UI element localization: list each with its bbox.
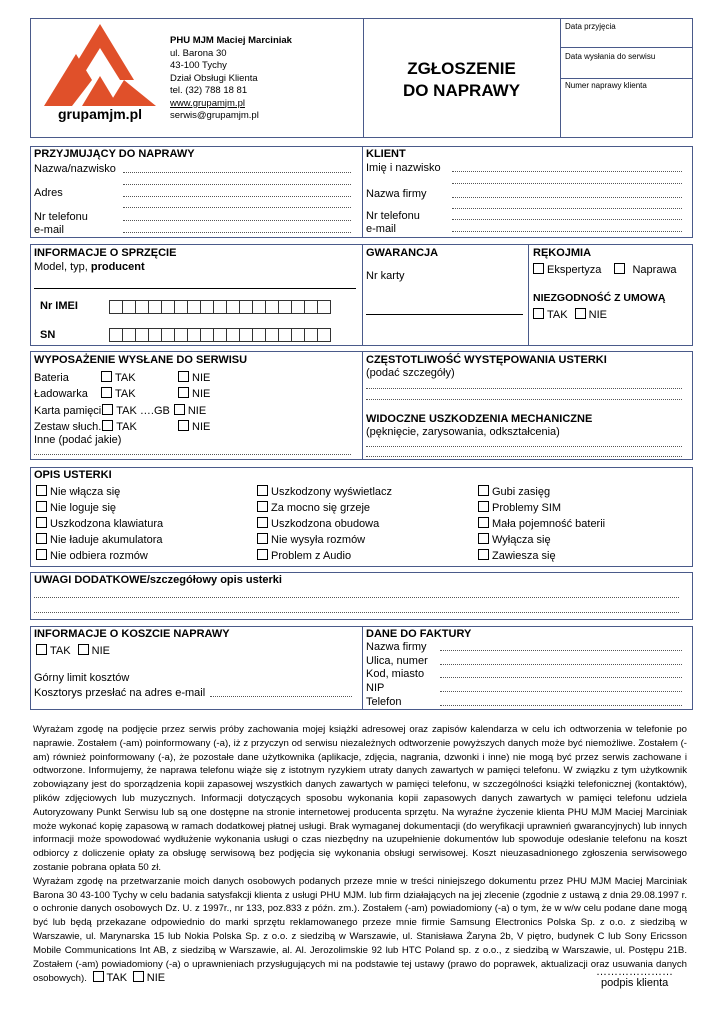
accepting-name-field-2[interactable]: [123, 184, 351, 185]
memory-card-yes-checkbox[interactable]: [102, 404, 113, 415]
accepting-phone-field[interactable]: [123, 220, 351, 221]
fault-checkbox[interactable]: [257, 533, 268, 544]
memory-card-yes-label: TAK ….GB: [116, 405, 170, 417]
invoice-phone-field[interactable]: [440, 705, 682, 706]
fault-checkbox[interactable]: [36, 517, 47, 528]
fault-checkbox[interactable]: [257, 517, 268, 528]
accepting-address-field-2[interactable]: [123, 207, 351, 208]
equipment-item: [34, 372, 69, 384]
company-info: [170, 35, 292, 123]
fault-option: [257, 485, 392, 498]
company-street: ul. Barona 30: [170, 47, 227, 59]
headset-yes-label: TAK: [116, 421, 137, 433]
form-title-line2: DO NAPRAWY: [402, 81, 521, 100]
invoice-company-field[interactable]: [440, 650, 682, 651]
cost-limit-label: Górny limit kosztów: [34, 672, 130, 684]
form-title: [363, 58, 560, 102]
faults-header: OPIS USTERKI: [34, 469, 112, 481]
logo-text: grupamjm.pl: [58, 106, 143, 122]
charger-no-label: NIE: [192, 388, 211, 400]
device-model-prefix: Model, typ,: [34, 261, 91, 273]
fault-option: [257, 549, 351, 562]
notes-field[interactable]: [34, 597, 679, 598]
fault-checkbox[interactable]: [478, 485, 489, 496]
accepting-phone-label: Nr telefonu: [34, 211, 88, 223]
cost-yes-label: TAK: [50, 645, 71, 657]
date-sent-label: Data wysłania do serwisu: [565, 52, 656, 61]
fault-option: [257, 517, 379, 530]
battery-no: [178, 371, 210, 384]
client-name-label: Imię i nazwisko: [366, 162, 441, 174]
nonconformity-header: NIEZGODNOŚĆ Z UMOWĄ: [533, 292, 666, 304]
fault-label: Uszkodzony wyświetlacz: [271, 486, 393, 498]
repair-checkbox[interactable]: [614, 263, 625, 274]
fault-checkbox[interactable]: [36, 501, 47, 512]
headset-yes-checkbox[interactable]: [102, 420, 113, 431]
consent-text: [33, 723, 687, 986]
fault-label: Uszkodzona klawiatura: [50, 518, 164, 530]
battery-yes: [101, 371, 136, 384]
repair-number-label: Numer naprawy klienta: [565, 81, 647, 90]
battery-yes-checkbox[interactable]: [101, 371, 112, 382]
client-phone-field[interactable]: [452, 219, 682, 220]
fault-checkbox[interactable]: [257, 485, 268, 496]
fault-label: Mała pojemność baterii: [492, 518, 606, 530]
date-received-label: Data przyjęcia: [565, 22, 616, 31]
battery-no-label: NIE: [192, 372, 211, 384]
frequency-field-2[interactable]: [366, 399, 682, 400]
consent-yes-label: TAK: [106, 972, 128, 985]
equipment-other-field[interactable]: [34, 454, 351, 455]
cost-divider: [362, 626, 363, 710]
nonconformity-yes-label: TAK: [547, 309, 568, 321]
cost-options: [36, 644, 110, 657]
fault-label: Nie loguje się: [50, 502, 117, 514]
fault-option: [36, 485, 120, 498]
equipment-divider: [362, 351, 363, 460]
expertise-checkbox[interactable]: [533, 263, 544, 274]
equipment-item: [34, 404, 206, 417]
client-name-field-2[interactable]: [452, 183, 682, 184]
fault-option: [257, 533, 365, 546]
rekojmia-options: [533, 263, 677, 276]
fault-option: [36, 501, 116, 514]
imei-boxes[interactable]: [109, 300, 330, 314]
warranty-divider: [528, 244, 529, 346]
headset-no-checkbox[interactable]: [178, 420, 189, 431]
fault-checkbox[interactable]: [36, 533, 47, 544]
charger-yes: [101, 387, 136, 400]
battery-yes-label: TAK: [115, 372, 136, 384]
fault-checkbox[interactable]: [478, 501, 489, 512]
nonconformity-yes-checkbox[interactable]: [533, 308, 544, 319]
fault-checkbox[interactable]: [257, 549, 268, 560]
client-company-field-2[interactable]: [452, 208, 682, 209]
consent-paragraph-1: Wyrażam zgodę na podjęcie przez serwis próby zachowania mojej książki adresowej oraz zapisów kalendarza w celu ich odtworzenia w telefonie po naprawie. Zostałem (-am) poinformowany (-a), iż z przyczyn od serwisu niezależnych odtworzenie powyższych danych może być niemożliwe. Zostałem (-am) również poinformowany (-a), że pozostałe dane użytkownika (aplikacje, zdjęcia, nagrania, dzwonki i inne) nie mogą być przez serwis zachowane i odtworzone. Informujemy, że naprawa telefonu wiąże się z istotnym ryzykiem utraty danych zawartych w pamięci telefonu. W związku z tym użytkownik zobowiązany jest do sporządzenia kopii zapasowej wszystkich danych zawartych w pamięci telefonu, w szczególności książki telefonicznej (kontaktów), plików zdjęciowych lub muzycznych. Informacji dotyczących sposobu wykonania kopii zapasowych danych zawartych w pamięci telefonu udziela Autoryzowany Punkt Serwisu lub są one dostępne na stronie internetowej producenta sprzętu. Na wyraźne życzenie klienta PHU MJM Maciej Marciniak może wykonać kopię zapasową w ramach dodatkowej płatnej usługi. Brak wymaganej dokumentacji (do weryfikacji uprawnień gwarancyjnych) lub innych informacji może spowodować wydłużenie wykonania usługi o czas niezbędny na uzupełnienie dokumentów lub spowoduje odesłanie telefonu na koszt odbiorcy z doliczenie opłaty za obsługę serwisową bez podjęcia się wykonania obsługi serwisowej. Koszt nieuzasadnionego zgłoszenia serwisowego zostanie pobrana opłata 50 zł.: [33, 724, 687, 873]
memory-card-no-label: NIE: [187, 405, 207, 417]
fault-option: [478, 533, 551, 546]
fault-checkbox[interactable]: [36, 549, 47, 560]
invoice-nip-label: NIP: [366, 682, 385, 694]
equipment-item: [34, 388, 88, 400]
consent-no-checkbox[interactable]: [133, 971, 144, 982]
frequency-hint: (podać szczegóły): [366, 367, 455, 379]
consent-paragraph-2-text: Wyrażam zgodę na przetwarzanie moich danych osobowych podanych przeze mnie w treści niniejszego dokumentu przez PHU MJM Maciej Marciniak Barona 30 43-100 Tychy w celu badania satysfakcji klienta z usługi PHU MJM. lub firm działających na jej zlecenie (zgodnie z ustawą z dnia 29.08.1997 r. o ochronie danych osobowych Dz. U. z 1997r., nr 133, poz.833 z późn. zm.). Zostałem (-am) powiadomiony (-a) o tym, że w w/w celu podane dane mogą być lub będą przekazane odpowiednio do marki sprzętu reklamowanego przeze mnie firmie Samsung Electronics Polska Sp. z o.o. z siedzibą w Warszawie, ul. Marynarska 15 lub Nokia Polska Sp. z o.o. z siedzibą w Warszawie, ul. Stanisława Żaryna 2b, V piętro, budynek C lub Sony Ericsson Mobile Communications Int AB, z siedzibą w Warszawie, al. Al. Jerozolimskie 92 lub HTC Poland sp. z o.o., z siedzibą w Warszawie, ul. Postępu 21B. Zostałem (-am) powiadomiony (-a) o uprawnieniach przysługujących mi na podstawie tej ustawy (prawo do poprawek, aktualizacji oraz usuwania danych osobowych).: [33, 875, 687, 985]
cost-header: INFORMACJE O KOSZCIE NAPRAWY: [34, 628, 230, 640]
device-model-field[interactable]: [34, 288, 356, 289]
battery-no-checkbox[interactable]: [178, 371, 189, 382]
form-title-line1: ZGŁOSZENIE: [407, 59, 516, 78]
meta-divider-1: [560, 47, 693, 48]
company-web-link[interactable]: www.grupamjm.pl: [170, 97, 245, 109]
charger-no-checkbox[interactable]: [178, 387, 189, 398]
cost-no-checkbox[interactable]: [78, 644, 89, 655]
cost-yes-checkbox[interactable]: [36, 644, 47, 655]
headset-label: Zestaw słuch.: [34, 421, 102, 433]
rekojmia-header: RĘKOJMIA: [533, 247, 592, 259]
memory-card-label: Karta pamięci: [34, 405, 102, 417]
fault-label: Gubi zasięg: [492, 486, 551, 498]
fault-option: [478, 517, 605, 530]
accepting-name-label: Nazwa/nazwisko: [34, 163, 116, 175]
sn-label: SN: [40, 329, 56, 341]
charger-no: [178, 387, 210, 400]
company-logo-icon: [44, 20, 156, 108]
charger-label: Ładowarka: [34, 388, 88, 400]
fault-checkbox[interactable]: [478, 517, 489, 528]
signature-label: podpis klienta: [601, 977, 669, 989]
client-phone-label: Nr telefonu: [366, 210, 420, 222]
equipment-item: [34, 420, 137, 433]
headset-no-label: NIE: [192, 421, 211, 433]
fault-label: Nie wysyła rozmów: [271, 534, 366, 546]
damage-hint: (pęknięcie, zarysowania, odkształcenia): [366, 426, 560, 438]
meta-divider-2: [560, 78, 693, 79]
cost-send-label: Kosztorys przesłać na adres e-mail: [34, 687, 206, 699]
fault-label: Zawiesza się: [492, 550, 556, 562]
frequency-header: CZĘSTOTLIWOŚĆ WYSTĘPOWANIA USTERKI: [366, 354, 607, 366]
accepting-address-field[interactable]: [123, 196, 351, 197]
company-email: serwis@grupamjm.pl: [170, 110, 259, 121]
consent-no-label: NIE: [146, 972, 166, 985]
fault-label: Nie włącza się: [50, 486, 121, 498]
headset-no: [178, 420, 210, 433]
fault-checkbox[interactable]: [36, 485, 47, 496]
company-dept: Dział Obsługi Klienta: [170, 72, 258, 84]
fault-option: [478, 501, 561, 514]
invoice-phone-label: Telefon: [366, 696, 402, 708]
fault-label: Wyłącza się: [492, 534, 551, 546]
fault-label: Uszkodzona obudowa: [271, 518, 380, 530]
fault-option: [36, 517, 163, 530]
invoice-header: DANE DO FAKTURY: [366, 628, 472, 640]
warranty-header: GWARANCJA: [366, 247, 439, 259]
warranty-card-field[interactable]: [366, 314, 523, 315]
fault-option: [36, 533, 163, 546]
signature-line[interactable]: …………………: [596, 966, 673, 978]
accepting-email-label: e-mail: [34, 224, 64, 236]
fault-option: [478, 485, 550, 498]
damage-header: WIDOCZNE USZKODZENIA MECHANICZNE: [366, 413, 593, 425]
cost-send-field[interactable]: [210, 696, 352, 697]
company-city: 43-100 Tychy: [170, 60, 227, 71]
device-model-bold: producent: [90, 261, 145, 273]
battery-label: Bateria: [34, 372, 69, 384]
charger-yes-checkbox[interactable]: [101, 387, 112, 398]
equipment-header: WYPOSAŻENIE WYSŁANE DO SERWISU: [34, 354, 248, 366]
fault-option: [257, 501, 370, 514]
company-phone: tel. (32) 788 18 81: [170, 85, 248, 96]
invoice-street-label: Ulica, numer: [366, 655, 428, 667]
fault-option: [478, 549, 556, 562]
device-model-label: [34, 261, 145, 273]
device-divider: [362, 244, 363, 346]
fault-checkbox[interactable]: [478, 533, 489, 544]
consent-yes-checkbox[interactable]: [93, 971, 104, 982]
client-company-field[interactable]: [452, 197, 682, 198]
frequency-field[interactable]: [366, 388, 682, 389]
notes-header: UWAGI DODATKOWE/szczegółowy opis usterki: [34, 574, 282, 586]
invoice-nip-field[interactable]: [440, 691, 682, 692]
damage-field[interactable]: [366, 446, 682, 447]
imei-label: Nr IMEI: [40, 300, 78, 312]
fault-option: [36, 549, 148, 562]
notes-field-2[interactable]: [34, 612, 679, 613]
fault-checkbox[interactable]: [257, 501, 268, 512]
expertise-label: Ekspertyza: [547, 264, 602, 276]
accepting-header: PRZYJMUJĄCY DO NAPRAWY: [34, 148, 195, 160]
damage-field-2[interactable]: [366, 456, 682, 457]
invoice-postal-label: Kod, miasto: [366, 668, 425, 680]
fault-label: Problemy SIM: [492, 502, 562, 514]
invoice-company-label: Nazwa firmy: [366, 641, 427, 653]
accepting-email-field[interactable]: [123, 232, 351, 233]
warranty-card-label: Nr karty: [366, 270, 405, 282]
client-company-label: Nazwa firmy: [366, 188, 427, 200]
company-name: PHU MJM Maciej Marciniak: [170, 35, 292, 46]
charger-yes-label: TAK: [115, 388, 136, 400]
consent-paragraph-2: [33, 875, 687, 986]
fault-checkbox[interactable]: [478, 549, 489, 560]
invoice-street-field[interactable]: [440, 664, 682, 665]
memory-card-no-checkbox[interactable]: [174, 404, 185, 415]
fault-label: Nie ładuje akumulatora: [50, 534, 163, 546]
client-name-field[interactable]: [452, 171, 682, 172]
accepting-name-field[interactable]: [123, 172, 351, 173]
invoice-postal-field[interactable]: [440, 677, 682, 678]
equipment-other-label: Inne (podać jakie): [34, 434, 122, 446]
nonconformity-no-label: NIE: [588, 309, 607, 321]
parties-divider: [362, 146, 363, 238]
cost-no-label: NIE: [91, 645, 110, 657]
nonconformity-no-checkbox[interactable]: [575, 308, 586, 319]
sn-boxes[interactable]: [109, 328, 330, 342]
device-header: INFORMACJE O SPRZĘCIE: [34, 247, 177, 259]
repair-label: Naprawa: [632, 264, 677, 276]
fault-label: Za mocno się grzeje: [271, 502, 371, 514]
nonconformity-options: [533, 308, 607, 321]
client-email-field[interactable]: [452, 231, 682, 232]
fault-label: Problem z Audio: [271, 550, 352, 562]
client-header: KLIENT: [366, 148, 406, 160]
fault-label: Nie odbiera rozmów: [50, 550, 148, 562]
client-email-label: e-mail: [366, 223, 396, 235]
accepting-address-label: Adres: [34, 187, 63, 199]
